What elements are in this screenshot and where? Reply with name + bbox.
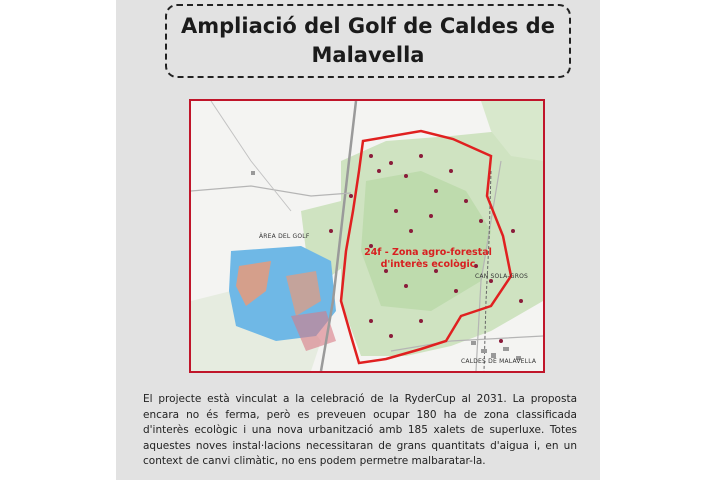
map-label-caldes: CALDES DE MALAVELLA <box>461 358 537 365</box>
map-label-area-golf: ÀREA DEL GOLF <box>259 233 310 240</box>
map-svg <box>191 101 543 371</box>
title-box <box>165 4 571 78</box>
body-paragraph: El projecte està vinculat a la celebració de la RyderCup al 2031. La proposta encara no és ferma, però es preveuen ocupar 180 ha de zona classificada d'interès ecològic i una nova urbanització amb 185 xalets de superluxe. Totes aquestes noves instal·lacions necessitaran de grans quantitats d'aigua i, en un context de canvi climàtic, no ens podem permetre malbaratar-la. <box>143 393 577 467</box>
map-label-can: CAN SOLA-GROS <box>475 273 529 280</box>
page-title: Ampliació del Golf de Caldes de Malavella <box>181 14 555 67</box>
map-label-zone: 24f - Zona agro-forestal d'interès ecològic <box>364 247 492 270</box>
map-image <box>189 99 545 373</box>
